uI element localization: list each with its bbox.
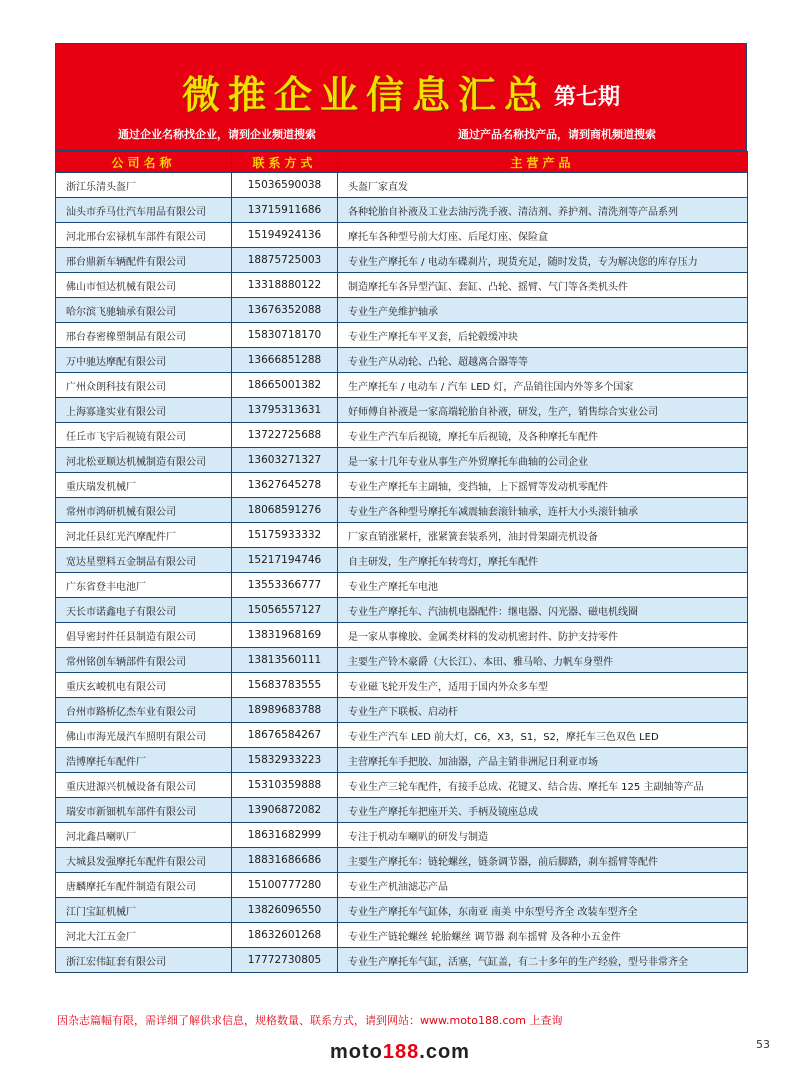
company-name-cell: 河北邢台宏禄机车部件有限公司 — [56, 223, 232, 248]
products-cell: 专业生产免维护轴承 — [338, 298, 748, 323]
phone-cell: 13553366777 — [232, 573, 338, 598]
table-row — [56, 473, 748, 498]
phone-cell: 15217194746 — [232, 548, 338, 573]
table-row — [56, 523, 748, 548]
phone-cell: 15100777280 — [232, 873, 338, 898]
company-name-cell: 邢台春密橡塑制品有限公司 — [56, 323, 232, 348]
company-name-cell: 宽达星塑料五金制品有限公司 — [56, 548, 232, 573]
site-logo[interactable] — [0, 1041, 800, 1064]
page-title: 微推企业信息汇总 — [181, 72, 550, 117]
site-accent: 188 — [382, 1041, 420, 1063]
title-row — [56, 64, 746, 119]
products-cell: 专业生产下联板、启动杆 — [338, 698, 748, 723]
products-cell: 专业生产摩托车把座开关、手柄及镜座总成 — [338, 798, 748, 823]
products-cell: 主要生产摩托车：链轮螺丝，链条调节器，前后脚踏，刹车摇臂等配件 — [338, 848, 748, 873]
table-row — [56, 698, 748, 723]
table-row — [56, 298, 748, 323]
phone-cell: 18632601268 — [232, 923, 338, 948]
column-header-company: 公司名称 — [56, 152, 232, 173]
table-row — [56, 673, 748, 698]
phone-cell: 13318880122 — [232, 273, 338, 298]
phone-cell: 18068591276 — [232, 498, 338, 523]
company-name-cell: 常州铭创车辆部件有限公司 — [56, 648, 232, 673]
table-row — [56, 398, 748, 423]
table-row — [56, 898, 748, 923]
products-cell: 摩托车各种型号前大灯座、后尾灯座、保险盒 — [338, 223, 748, 248]
company-name-cell: 河北鑫昌喇叭厂 — [56, 823, 232, 848]
company-table — [55, 151, 748, 973]
table-row — [56, 723, 748, 748]
products-cell: 专业磁飞轮开发生产，适用于国内外众多车型 — [338, 673, 748, 698]
products-cell: 主要生产铃木豪爵（大长江）、本田、雅马哈、力帆车身塑件 — [338, 648, 748, 673]
page-number: 53 — [756, 1038, 770, 1051]
products-cell: 头盔厂家直发 — [338, 173, 748, 198]
phone-cell: 13795313631 — [232, 398, 338, 423]
products-cell: 专业生产摩托车气缸，活塞，气缸盖，有二十多年的生产经验，型号非常齐全 — [338, 948, 748, 973]
phone-cell: 15175933332 — [232, 523, 338, 548]
phone-cell: 17772730805 — [232, 948, 338, 973]
products-cell: 专业生产汽车 LED 前大灯，C6，X3，S1，S2，摩托车三色双色 LED — [338, 723, 748, 748]
company-name-cell: 常州市鸿研机械有限公司 — [56, 498, 232, 523]
table-row — [56, 823, 748, 848]
company-name-cell: 任丘市飞宇后视镜有限公司 — [56, 423, 232, 448]
phone-cell: 13831968169 — [232, 623, 338, 648]
table-row — [56, 773, 748, 798]
company-name-cell: 江门宝缸机械厂 — [56, 898, 232, 923]
phone-cell: 15832933223 — [232, 748, 338, 773]
phone-cell: 13722725688 — [232, 423, 338, 448]
products-cell: 厂家直销涨紧杆，涨紧簧套装系列，油封骨架副壳机设备 — [338, 523, 748, 548]
table-row — [56, 248, 748, 273]
phone-cell: 18676584267 — [232, 723, 338, 748]
company-name-cell: 重庆玄峻机电有限公司 — [56, 673, 232, 698]
phone-cell: 15310359888 — [232, 773, 338, 798]
phone-cell: 13666851288 — [232, 348, 338, 373]
column-header-products: 主营产品 — [338, 152, 748, 173]
products-cell: 制造摩托车各异型汽缸、套缸、凸轮、摇臂、气门等各类机头件 — [338, 273, 748, 298]
company-name-cell: 浙江宏伟缸套有限公司 — [56, 948, 232, 973]
table-row — [56, 173, 748, 198]
phone-cell: 15036590038 — [232, 173, 338, 198]
products-cell: 专业生产从动轮、凸轮、超越离合器等等 — [338, 348, 748, 373]
phone-cell: 15194924136 — [232, 223, 338, 248]
company-name-cell: 浩博摩托车配件厂 — [56, 748, 232, 773]
products-cell: 专业生产摩托车气缸体，东南亚 南美 中东型号齐全 改装车型齐全 — [338, 898, 748, 923]
phone-cell: 18989683788 — [232, 698, 338, 723]
products-cell: 专业生产各种型号摩托车减震轴套滚针轴承，连杆大小头滚针轴承 — [338, 498, 748, 523]
products-cell: 专业生产机油滤芯产品 — [338, 873, 748, 898]
phone-cell: 13826096550 — [232, 898, 338, 923]
phone-cell: 18665001382 — [232, 373, 338, 398]
phone-cell: 13603271327 — [232, 448, 338, 473]
products-cell: 自主研发，生产摩托车转弯灯，摩托车配件 — [338, 548, 748, 573]
company-name-cell: 河北大江五金厂 — [56, 923, 232, 948]
table-row — [56, 648, 748, 673]
company-name-cell: 哈尔滨飞驰轴承有限公司 — [56, 298, 232, 323]
company-name-cell: 河北松亚顺达机械制造有限公司 — [56, 448, 232, 473]
products-cell: 专业生产摩托车平叉套，后轮毂缓冲块 — [338, 323, 748, 348]
company-name-cell: 上海寡逢实业有限公司 — [56, 398, 232, 423]
table-row — [56, 623, 748, 648]
company-name-cell: 重庆进源兴机械设备有限公司 — [56, 773, 232, 798]
phone-cell: 13906872082 — [232, 798, 338, 823]
table-row — [56, 498, 748, 523]
products-cell: 好师傅自补液是一家高端轮胎自补液，研发，生产，销售综合实业公司 — [338, 398, 748, 423]
phone-cell: 18831686686 — [232, 848, 338, 873]
company-name-cell: 唐麟摩托车配件制造有限公司 — [56, 873, 232, 898]
phone-cell: 13627645278 — [232, 473, 338, 498]
phone-cell: 13813560111 — [232, 648, 338, 673]
company-name-cell: 浙江乐清头盔厂 — [56, 173, 232, 198]
phone-cell: 15056557127 — [232, 598, 338, 623]
products-cell: 是一家从事橡胶、金属类材料的发动机密封件、防护支持零件 — [338, 623, 748, 648]
table-row — [56, 273, 748, 298]
company-name-cell: 邢台鼎新车辆配件有限公司 — [56, 248, 232, 273]
company-name-cell: 广东省登丰电池厂 — [56, 573, 232, 598]
products-cell: 专业生产三轮车配件，有接手总成、花键叉、结合齿、摩托车 125 主副轴等产品 — [338, 773, 748, 798]
table-row — [56, 848, 748, 873]
company-name-cell: 万中驰达摩配有限公司 — [56, 348, 232, 373]
table-row — [56, 223, 748, 248]
table-row — [56, 323, 748, 348]
table-row — [56, 448, 748, 473]
column-header-contact: 联系方式 — [232, 152, 338, 173]
phone-cell: 13715911686 — [232, 198, 338, 223]
products-cell: 专业生产汽车后视镜，摩托车后视镜，及各种摩托车配件 — [338, 423, 748, 448]
table-row — [56, 873, 748, 898]
company-name-cell: 河北任县红光汽摩配件厂 — [56, 523, 232, 548]
products-cell: 专业生产摩托车电池 — [338, 573, 748, 598]
company-name-cell: 广州众朗科技有限公司 — [56, 373, 232, 398]
phone-cell: 18631682999 — [232, 823, 338, 848]
subtitle-product-search: 通过产品名称找产品，请到商机频道搜索 — [458, 128, 656, 141]
company-name-cell: 天长市诺鑫电子有限公司 — [56, 598, 232, 623]
table-row — [56, 373, 748, 398]
company-name-cell: 大城县发强摩托车配件有限公司 — [56, 848, 232, 873]
company-name-cell: 台州市路桥亿杰车业有限公司 — [56, 698, 232, 723]
table-row — [56, 798, 748, 823]
products-cell: 专业生产摩托车主副轴，变挡轴，上下摇臂等发动机零配件 — [338, 473, 748, 498]
table-row — [56, 923, 748, 948]
issue-label: 第七期 — [554, 85, 621, 110]
company-name-cell: 佛山市海光晟汽车照明有限公司 — [56, 723, 232, 748]
table-row — [56, 423, 748, 448]
products-cell: 专注于机动车喇叭的研发与制造 — [338, 823, 748, 848]
table-row — [56, 198, 748, 223]
products-cell: 专业生产摩托车 / 电动车碟刹片，现货充足，随时发货，专为解决您的库存压力 — [338, 248, 748, 273]
phone-cell: 15683783555 — [232, 673, 338, 698]
table-row — [56, 948, 748, 973]
subtitle-enterprise-search: 通过企业名称找企业，请到企业频道搜索 — [118, 128, 316, 141]
company-name-cell: 佛山市恒达机械有限公司 — [56, 273, 232, 298]
company-name-cell: 倡导密封件任县制造有限公司 — [56, 623, 232, 648]
products-cell: 主营摩托车手把胶、加油器，产品主销非洲尼日利亚市场 — [338, 748, 748, 773]
products-cell: 专业生产链轮螺丝 轮胎螺丝 调节器 刹车摇臂 及各种小五金件 — [338, 923, 748, 948]
phone-cell: 13676352088 — [232, 298, 338, 323]
table-header-row — [56, 152, 748, 173]
phone-cell: 15830718170 — [232, 323, 338, 348]
table-row — [56, 748, 748, 773]
company-name-cell: 汕头市乔马仕汽车用品有限公司 — [56, 198, 232, 223]
title-banner — [55, 43, 747, 151]
directory-sheet — [55, 43, 747, 973]
products-cell: 生产摩托车 / 电动车 / 汽车 LED 灯，产品销往国内外等多个国家 — [338, 373, 748, 398]
products-cell: 专业生产摩托车、汽油机电器配件：继电器、闪光器、磁电机线圈 — [338, 598, 748, 623]
table-row — [56, 548, 748, 573]
products-cell: 是一家十几年专业从事生产外贸摩托车曲轴的公司企业 — [338, 448, 748, 473]
site-prefix: moto — [330, 1041, 383, 1063]
company-name-cell: 瑞安市新钿机车部件有限公司 — [56, 798, 232, 823]
products-cell: 各种轮胎自补液及工业去油污洗手液、清洁剂、养护剂、清洗剂等产品系列 — [338, 198, 748, 223]
footer-note: 因杂志篇幅有限，需详细了解供求信息，规格数量、联系方式，请到网站：www.moto188.com 上查询 — [57, 1014, 563, 1027]
phone-cell: 18875725003 — [232, 248, 338, 273]
company-name-cell: 重庆瑞发机械厂 — [56, 473, 232, 498]
table-row — [56, 573, 748, 598]
table-row — [56, 598, 748, 623]
site-suffix: .com — [419, 1041, 470, 1063]
table-row — [56, 348, 748, 373]
